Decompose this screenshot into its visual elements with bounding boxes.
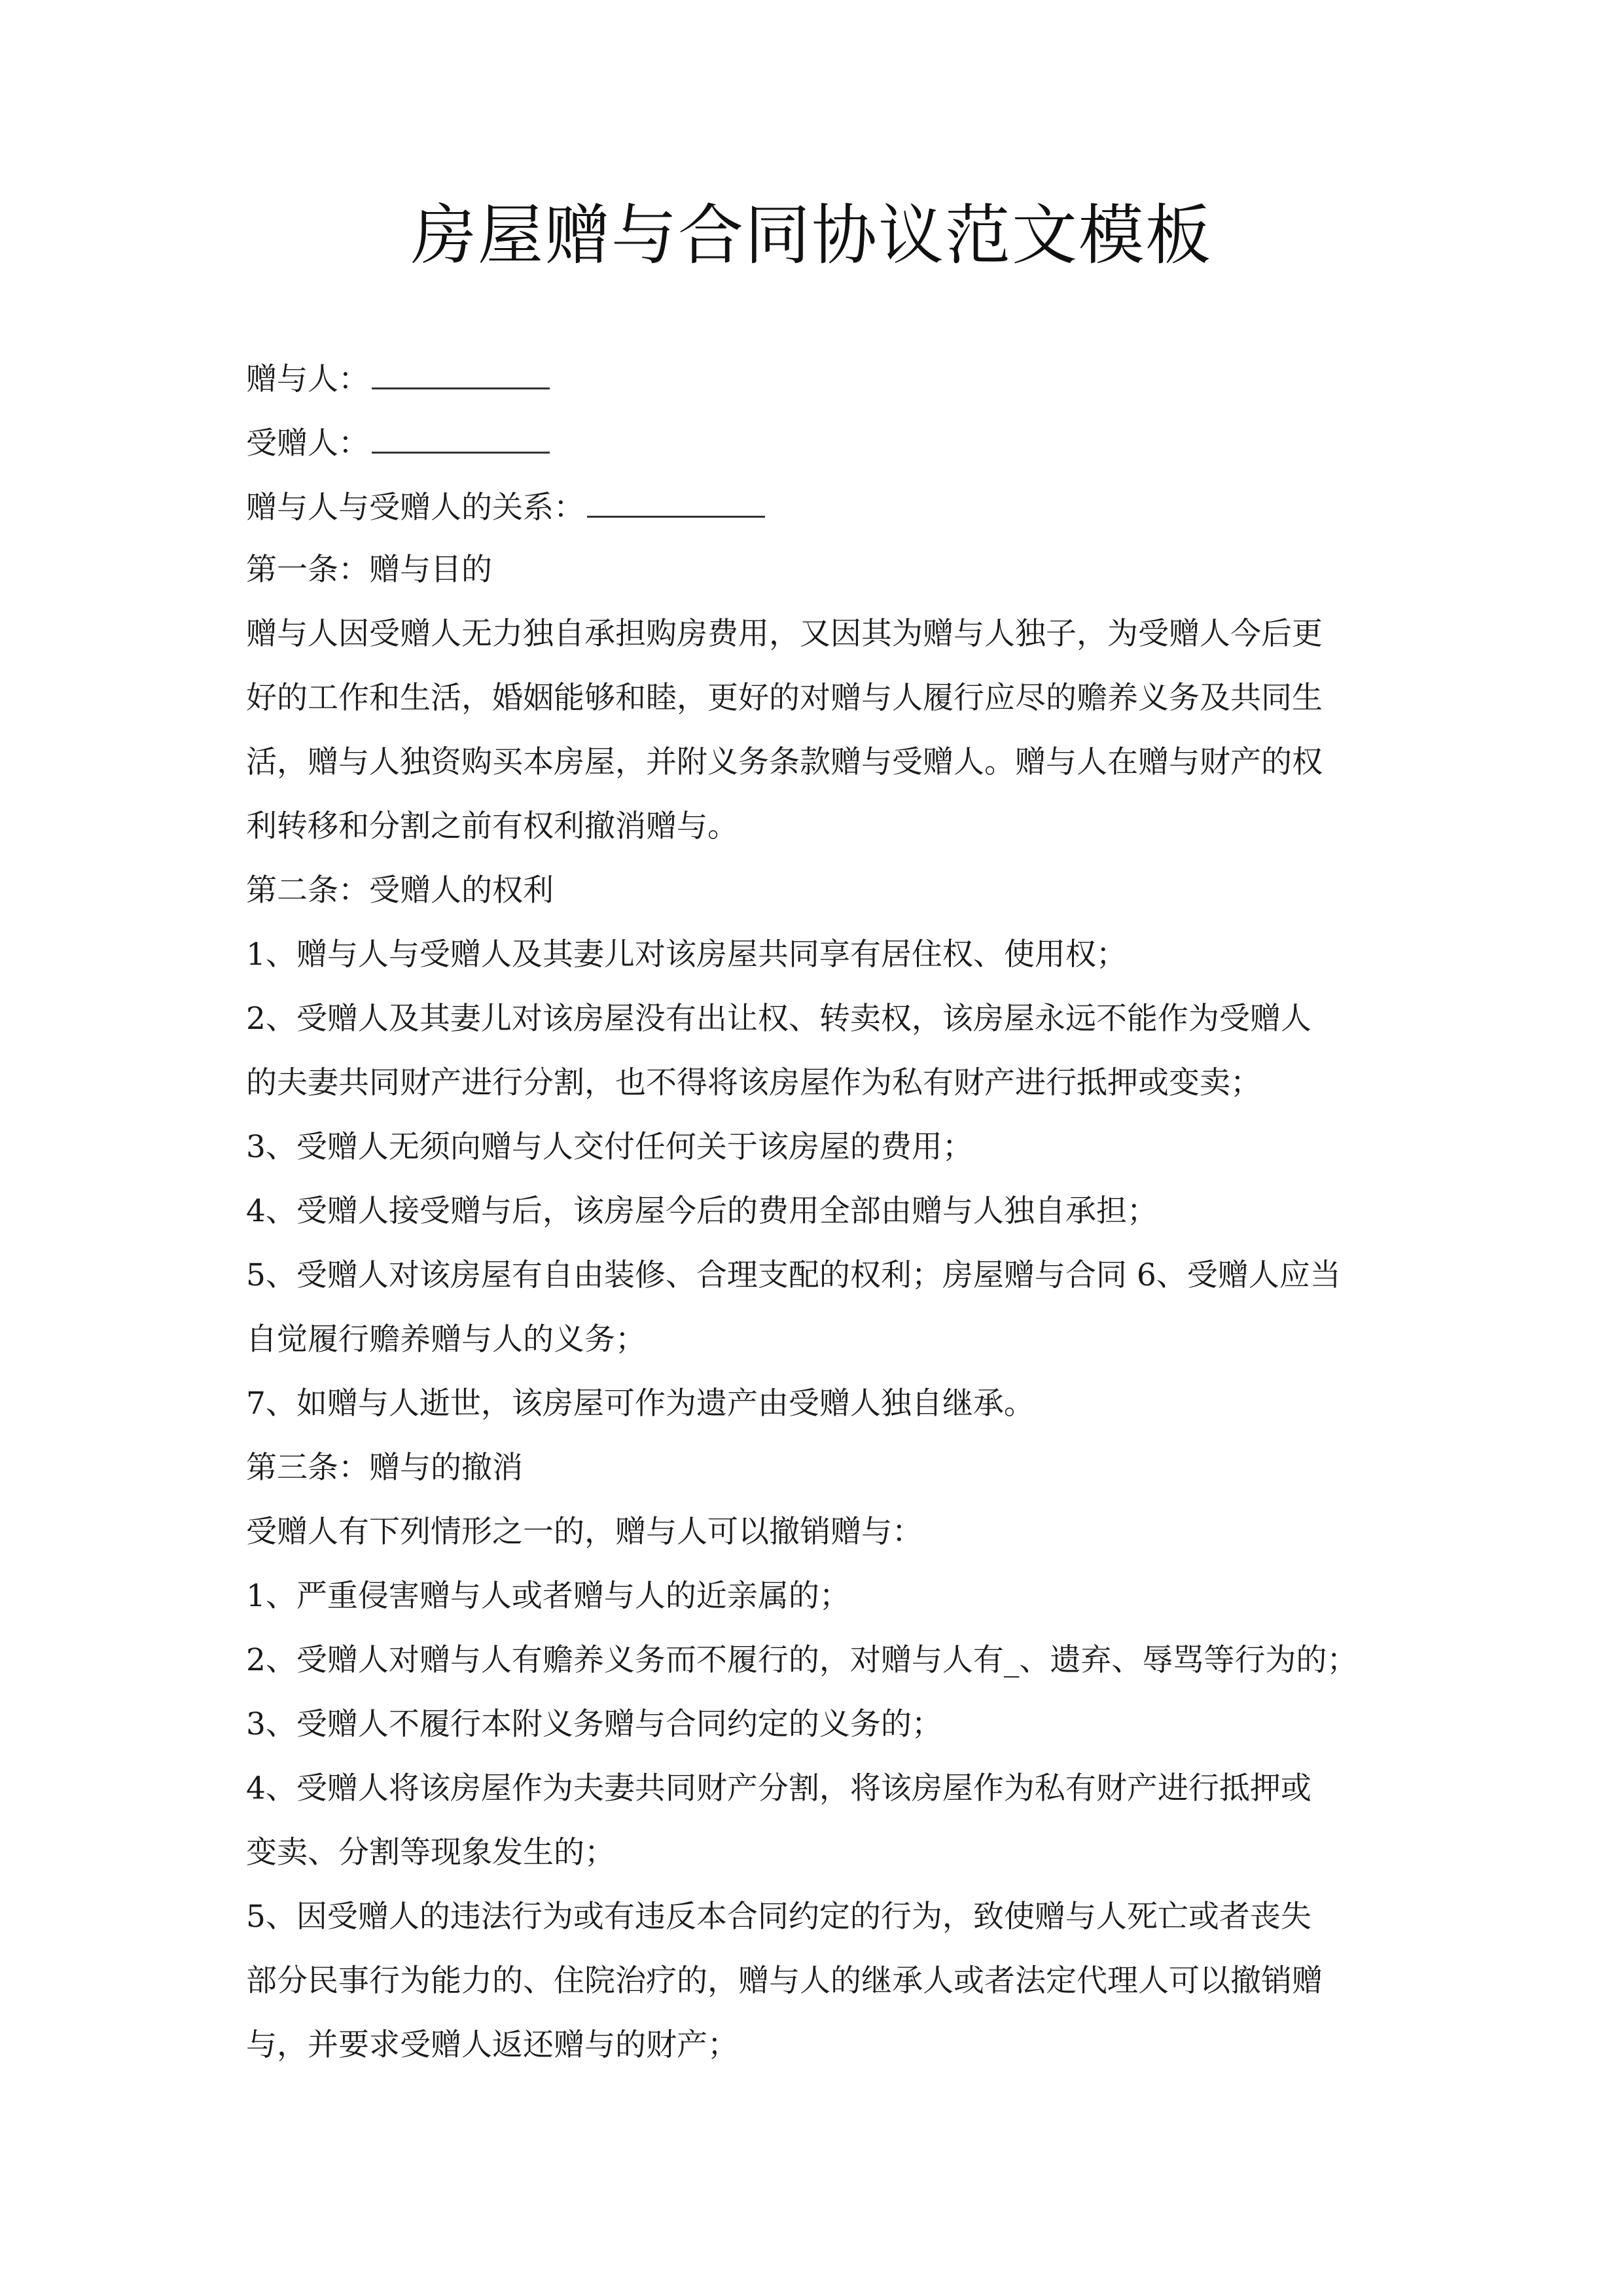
document-body bbox=[246, 346, 1385, 2077]
relationship-blank bbox=[587, 474, 765, 518]
donor-field bbox=[246, 346, 1385, 410]
paragraph-line: 赠与人因受赠人无力独自承担购房费用，又因其为赠与人独子，为受赠人今后更 bbox=[246, 616, 1323, 652]
clause-line: 2、受赠人对赠与人有赡养义务而不履行的，对赠与人有_、遗弃、辱骂等行为的； bbox=[246, 1642, 1358, 1678]
clause-line: 部分民事行为能力的、住院治疗的，赠与人的继承人或者法定代理人可以撤销赠 bbox=[246, 1963, 1323, 1999]
article-3-heading: 第三条：赠与的撤消 bbox=[246, 1450, 523, 1486]
paragraph-line: 好的工作和生活，婚姻能够和睦，更好的对赠与人履行应尽的赡养义务及共同生 bbox=[246, 680, 1323, 716]
paragraph-line: 利转移和分割之前有权利撤消赠与。 bbox=[246, 808, 738, 844]
clause-line: 自觉履行赡养赠与人的义务； bbox=[246, 1321, 646, 1357]
clause-line: 1、严重侵害赠与人或者赠与人的近亲属的； bbox=[246, 1578, 850, 1614]
clause-line: 5、受赠人对该房屋有自由装修、合理支配的权利；房屋赠与合同 6、受赠人应当 bbox=[246, 1257, 1341, 1293]
clause-line: 与，并要求受赠人返还赠与的财产； bbox=[246, 2027, 738, 2063]
document-title: 房屋赠与合同协议范文模板 bbox=[411, 197, 1212, 274]
recipient-blank bbox=[372, 410, 550, 454]
recipient-field bbox=[246, 410, 1385, 474]
clause-line: 5、因受赠人的违法行为或有违反本合同约定的行为，致使赠与人死亡或者丧失 bbox=[246, 1899, 1311, 1935]
paragraph-line: 受赠人有下列情形之一的，赠与人可以撤销赠与： bbox=[246, 1514, 923, 1550]
article-1-heading: 第一条：赠与目的 bbox=[246, 552, 492, 588]
donor-label: 赠与人： bbox=[246, 361, 369, 397]
clause-line: 4、受赠人接受赠与后，该房屋今后的费用全部由赠与人独自承担； bbox=[246, 1193, 1158, 1229]
clause-line: 3、受赠人无须向赠与人交付任何关于该房屋的费用； bbox=[246, 1129, 973, 1165]
clause-line: 4、受赠人将该房屋作为夫妻共同财产分割，将该房屋作为私有财产进行抵押或 bbox=[246, 1770, 1311, 1806]
clause-line: 3、受赠人不履行本附义务赠与合同约定的义务的； bbox=[246, 1706, 942, 1742]
clause-line: 7、如赠与人逝世，该房屋可作为遗产由受赠人独自继承。 bbox=[246, 1386, 1035, 1422]
clause-line: 2、受赠人及其妻儿对该房屋没有出让权、转卖权，该房屋永远不能作为受赠人 bbox=[246, 1001, 1311, 1037]
paragraph-line: 活，赠与人独资购买本房屋，并附义务条款赠与受赠人。赠与人在赠与财产的权 bbox=[246, 744, 1323, 780]
relationship-field bbox=[246, 474, 1385, 538]
clause-line: 变卖、分割等现象发生的； bbox=[246, 1835, 615, 1871]
clause-line: 的夫妻共同财产进行分割，也不得将该房屋作为私有财产进行抵押或变卖； bbox=[246, 1065, 1261, 1101]
donor-blank bbox=[372, 346, 550, 389]
clause-line: 1、赠与人与受赠人及其妻儿对该房屋共同享有居住权、使用权； bbox=[246, 937, 1127, 973]
recipient-label: 受赠人： bbox=[246, 425, 369, 461]
relationship-label: 赠与人与受赠人的关系： bbox=[246, 490, 584, 526]
article-2-heading: 第二条：受赠人的权利 bbox=[246, 872, 554, 908]
